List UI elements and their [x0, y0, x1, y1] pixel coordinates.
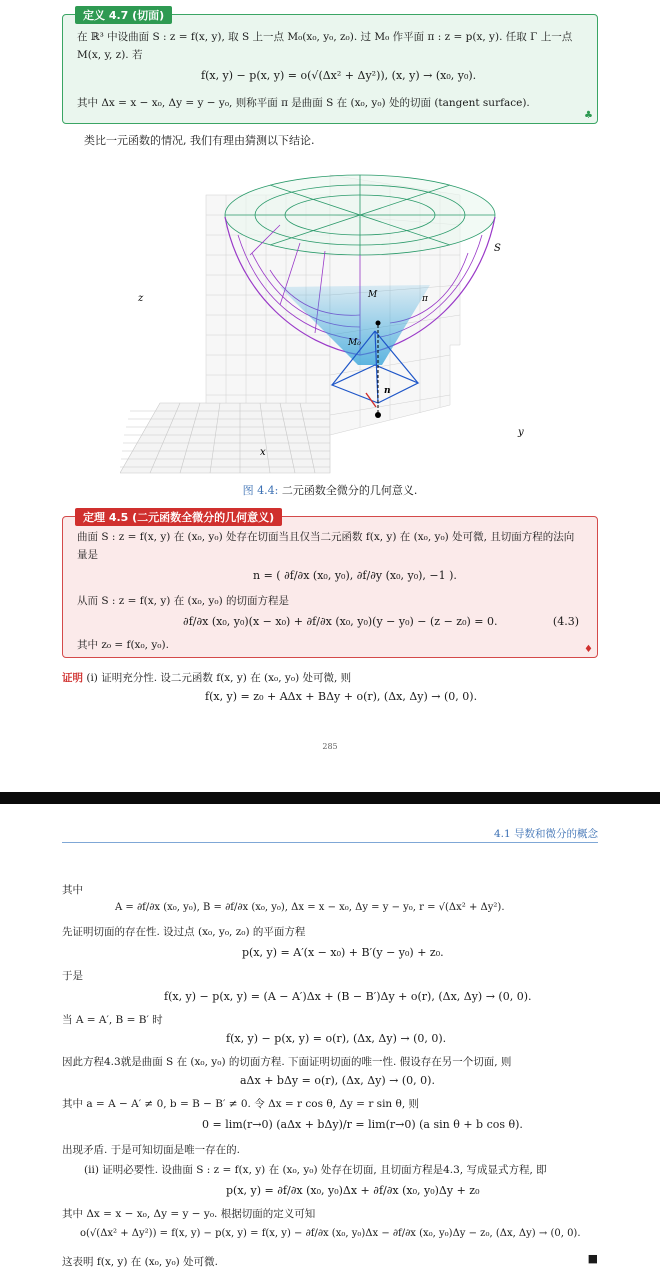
- point-M-label: M: [368, 290, 378, 300]
- definition-box: [62, 9, 598, 124]
- definition-equation: f(x, y) − p(x, y) = o(√(Δx² + Δy²)), (x, y) → (x₀, y₀).: [201, 69, 477, 82]
- theorem-box: [62, 511, 598, 658]
- definition-line-1: 在 ℝ³ 中设曲面 S : z = f(x, y), 取 S 上一点 M₀(x₀, y₀, z₀). 过 M₀ 作平面 π : z = p(x, y). 任取 Γ 上一点: [77, 31, 573, 43]
- point-base: [375, 412, 381, 418]
- page-number: 285: [322, 742, 338, 751]
- p2-line-1: 其中: [62, 884, 83, 896]
- proof-equation-1: f(x, y) = z₀ + AΔx + BΔy + o(r), (Δx, Δy) → (0, 0).: [205, 690, 478, 703]
- proof-text-1: (i) 证明充分性. 设二元函数 f(x, y) 在 (x₀, y₀) 处可微, 则: [86, 672, 352, 684]
- axis-x-label: x: [260, 447, 266, 458]
- club-icon: ♣: [584, 110, 593, 121]
- theorem-tangent-plane-eq: ∂f/∂x (x₀, y₀)(x − x₀) + ∂f/∂x (x₀, y₀)(y − y₀) − (z − z₀) = 0.: [183, 615, 498, 628]
- proof-label: 证明: [62, 672, 83, 684]
- theorem-line-2: 量是: [77, 549, 98, 561]
- definition-tag: 定义 4.7 (切面): [75, 6, 172, 24]
- normal-n-label: n: [384, 386, 391, 396]
- p2-line-3: 于是: [62, 970, 83, 982]
- p2-eq-F: 0 = lim(r→0) (aΔx + bΔy)/r = lim(r→0) (a sin θ + b cos θ).: [202, 1118, 523, 1131]
- header-rule: [62, 842, 598, 843]
- theorem-line-4: 其中 z₀ = f(x₀, y₀).: [77, 639, 169, 651]
- intro-text: 类比一元函数的情况, 我们有理由猜测以下结论.: [84, 134, 315, 147]
- running-header: 4.1 导数和微分的概念: [493, 828, 598, 840]
- p2-eq-H: o(√(Δx² + Δy²)) = f(x, y) − p(x, y) = f(x, y) − ∂f/∂x (x₀, y₀)Δx − ∂f/∂x (x₀, y₀)Δy − z₀, (Δx, Δy) → (0, 0).: [80, 1228, 581, 1239]
- theorem-normal-vector-eq: n = ( ∂f/∂x (x₀, y₀), ∂f/∂y (x₀, y₀), −1 ).: [253, 569, 457, 582]
- p2-eq-A: A = ∂f/∂x (x₀, y₀), B = ∂f/∂x (x₀, y₀), Δx = x − x₀, Δy = y − y₀, r = √(Δx² + Δy²).: [115, 902, 505, 913]
- p2-line-4: 当 A = A′, B = B′ 时: [62, 1014, 163, 1026]
- figure-caption-label: 图 4.4:: [242, 484, 279, 497]
- axis-z-label: z: [138, 293, 144, 304]
- point-M0-label: M₀: [348, 338, 361, 348]
- p2-eq-B: p(x, y) = A′(x − x₀) + B′(y − y₀) + z₀.: [242, 946, 444, 959]
- p2-line-7: 出现矛盾. 于是可知切面是唯一存在的.: [62, 1144, 241, 1156]
- definition-line-3: 其中 Δx = x − x₀, Δy = y − y₀, 则称平面 π 是曲面 S 在 (x₀, y₀) 处的切面 (tangent surface).: [77, 97, 530, 109]
- p2-eq-G: p(x, y) = ∂f/∂x (x₀, y₀)Δx + ∂f/∂x (x₀, y₀)Δy + z₀: [226, 1184, 480, 1197]
- axis-y-label: y: [518, 427, 524, 438]
- theorem-line-1: 曲面 S : z = f(x, y) 在 (x₀, y₀) 处存在切面当且仅当二元函数 f(x, y) 在 (x₀, y₀) 处可微, 且切面方程的法向: [77, 531, 575, 543]
- p2-line-6: 其中 a = A − A′ ≠ 0, b = B − B′ ≠ 0. 令 Δx = r cos θ, Δy = r sin θ, 则: [62, 1098, 420, 1110]
- proof-line-1: [62, 670, 351, 685]
- p2-line-10: 这表明 f(x, y) 在 (x₀, y₀) 处可微.: [62, 1256, 218, 1268]
- p2-line-8: (ii) 证明必要性. 设曲面 S : z = f(x, y) 在 (x₀, y₀) 处存在切面, 且切面方程是4.3, 写成显式方程, 即: [84, 1164, 547, 1176]
- p2-eq-D: f(x, y) − p(x, y) = o(r), (Δx, Δy) → (0, 0).: [226, 1032, 447, 1045]
- p2-line-5: 因此方程4.3就是曲面 S 在 (x₀, y₀) 的切面方程. 下面证明切面的唯一性. 假设存在另一个切面, 则: [62, 1056, 512, 1068]
- p2-line-2: 先证明切面的存在性. 设过点 (x₀, y₀, z₀) 的平面方程: [62, 926, 306, 938]
- floor-grid: [120, 403, 330, 473]
- figure-caption-text: 二元函数全微分的几何意义.: [281, 484, 418, 497]
- diamond-icon: ♦: [584, 644, 593, 655]
- point-M: [376, 321, 381, 326]
- equation-number: (4.3): [552, 615, 579, 628]
- qed-icon: ■: [587, 1252, 598, 1265]
- definition-line-2: M(x, y, z). 若: [77, 49, 143, 61]
- p2-eq-E: aΔx + bΔy = o(r), (Δx, Δy) → (0, 0).: [240, 1074, 435, 1087]
- page-286: [0, 806, 660, 1281]
- theorem-tag: 定理 4.5 (二元函数全微分的几何意义): [75, 508, 282, 526]
- theorem-line-3: 从而 S : z = f(x, y) 在 (x₀, y₀) 的切面方程是: [77, 595, 290, 607]
- page-separator: [0, 792, 660, 804]
- p2-eq-C: f(x, y) − p(x, y) = (A − A′)Δx + (B − B′)Δy + o(r), (Δx, Δy) → (0, 0).: [164, 990, 532, 1003]
- figure-caption: [0, 482, 660, 498]
- plane-pi-label: π: [422, 294, 428, 304]
- tangent-plane-figure: [120, 155, 540, 475]
- p2-line-9: 其中 Δx = x − x₀, Δy = y − y₀. 根据切面的定义可知: [62, 1208, 316, 1220]
- surface-S-label: S: [494, 243, 501, 254]
